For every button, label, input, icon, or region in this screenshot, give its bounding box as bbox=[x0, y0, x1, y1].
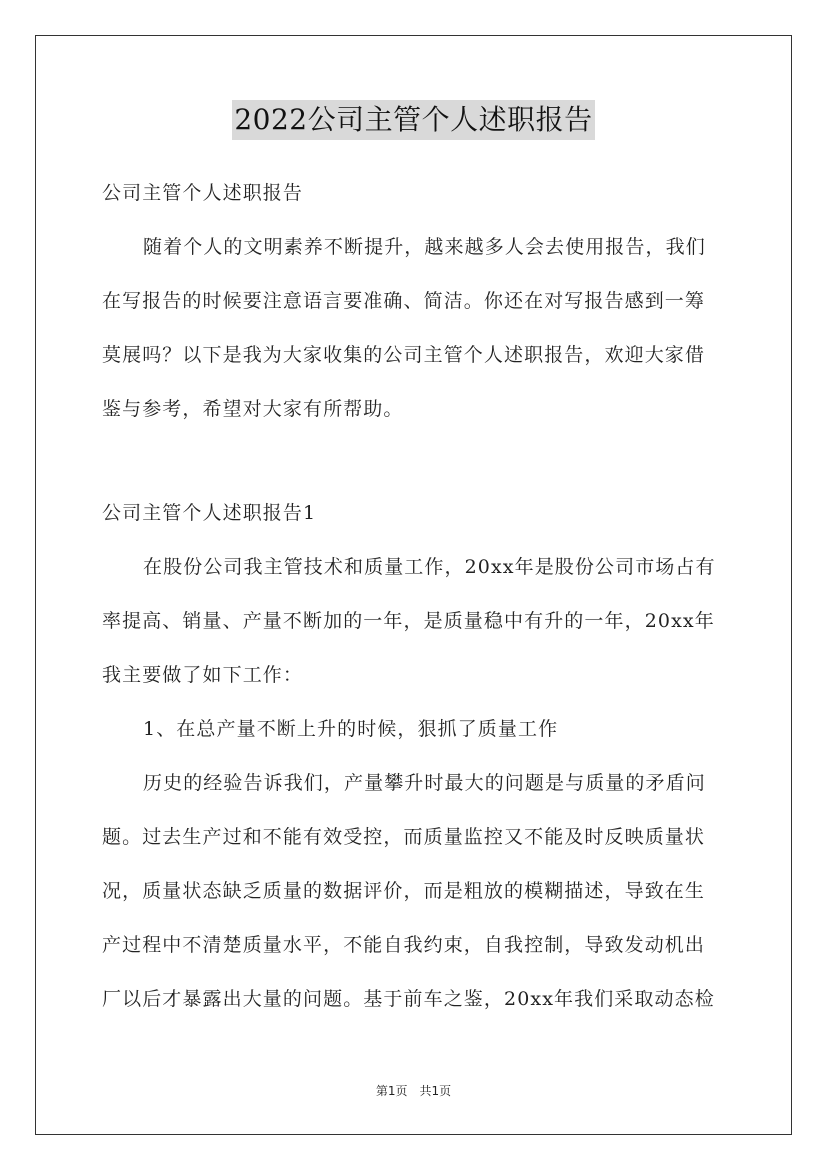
paragraph-line: 题。过去生产过和不能有效受控，而质量监控又不能及时反映质量状 bbox=[102, 826, 706, 848]
paragraph-line: 厂以后才暴露出大量的问题。基于前车之鉴，20xx年我们采取动态检 bbox=[102, 988, 715, 1010]
page-number-total: 共1页 bbox=[419, 1084, 452, 1098]
paragraph-line: 产过程中不清楚质量水平，不能自我约束，自我控制，导致发动机出 bbox=[102, 934, 706, 956]
section-heading: 公司主管个人述职报告 bbox=[102, 182, 304, 204]
paragraph-line: 历史的经验告诉我们，产量攀升时最大的问题是与质量的矛盾问 bbox=[143, 772, 706, 794]
paragraph-line: 率提高、销量、产量不断加的一年，是质量稳中有升的一年，20xx年 bbox=[102, 610, 715, 632]
section-heading: 公司主管个人述职报告1 bbox=[102, 502, 317, 524]
paragraph-gap bbox=[102, 440, 727, 490]
title-container bbox=[0, 100, 827, 140]
paragraph-line: 在写报告的时候要注意语言要准确、简洁。你还在对写报告感到一筹 bbox=[102, 290, 706, 312]
paragraph-line: 鉴与参考，希望对大家有所帮助。 bbox=[102, 398, 404, 420]
page-number-current: 第1页 bbox=[375, 1084, 408, 1098]
paragraph-line: 随着个人的文明素养不断提升，越来越多人会去使用报告，我们 bbox=[143, 236, 706, 258]
paragraph-line: 况，质量状态缺乏质量的数据评价，而是粗放的模糊描述，导致在生 bbox=[102, 880, 706, 902]
paragraph-line: 在股份公司我主管技术和质量工作，20xx年是股份公司市场占有 bbox=[143, 556, 716, 578]
document-body bbox=[102, 170, 727, 1030]
list-item-heading: 1、在总产量不断上升的时候，狠抓了质量工作 bbox=[143, 718, 559, 740]
document-title: 2022公司主管个人述职报告 bbox=[232, 100, 594, 140]
paragraph-line: 莫展吗？以下是我为大家收集的公司主管个人述职报告，欢迎大家借 bbox=[102, 344, 706, 366]
paragraph-line: 我主要做了如下工作： bbox=[102, 664, 304, 686]
page-footer bbox=[0, 1082, 827, 1099]
